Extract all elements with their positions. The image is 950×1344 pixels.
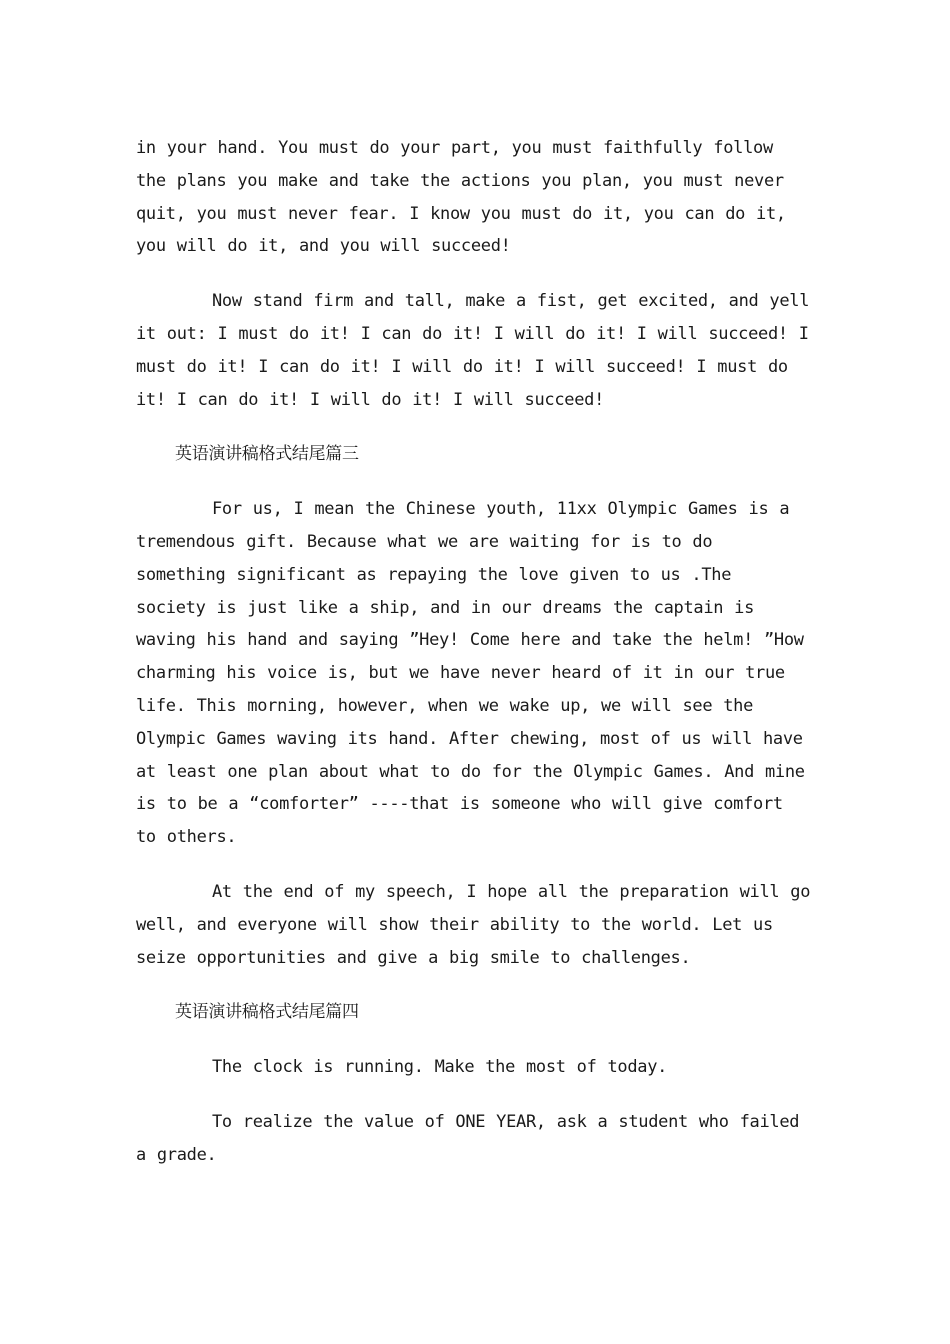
paragraph-4: At the end of my speech, I hope all the preparation will go well, and everyone will show their ability to the world. Let us seize opportunities and give a big smile to challenges. — [136, 881, 811, 968]
section-heading-4: 英语演讲稿格式结尾篇四 — [175, 1002, 359, 1023]
paragraph-1: in your hand. You must do your part, you must faithfully follow the plans you make and take the actions you plan, you must never quit, you must never fear. I know you must do it, you can do it, you will do it, and you will succeed! — [136, 138, 786, 257]
paragraph-5: The clock is running. Make the most of today. — [212, 1057, 668, 1078]
section-heading-3: 英语演讲稿格式结尾篇三 — [175, 444, 359, 465]
document-body — [136, 132, 811, 1194]
paragraph-6: To realize the value of ONE YEAR, ask a student who failed a grade. — [136, 1111, 800, 1165]
paragraph-2: Now stand firm and tall, make a fist, get excited, and yell it out: I must do it! I can do it! I will do it! I will succeed! I must do it! I can do it! I will do it! I will succeed! I must do it! I can do it! I will do it! I will succeed! — [136, 291, 810, 410]
paragraph-3: For us, I mean the Chinese youth, 11xx Olympic Games is a tremendous gift. Because what we are waiting for is to do something significant as repaying the love given to us .The society is just like a ship, and in our dreams the captain is waving his hand and saying ”Hey! Come here and take the helm! ”How charming his voice is, but we have never heard of it in our true life. This morning, however, when we wake up, we will see the Olympic Games waving its hand. After chewing, most of us will have at least one plan about what to do for the Olympic Games. And mine is to be a “comforter” ----that is someone who will give comfort to others. — [136, 499, 805, 848]
